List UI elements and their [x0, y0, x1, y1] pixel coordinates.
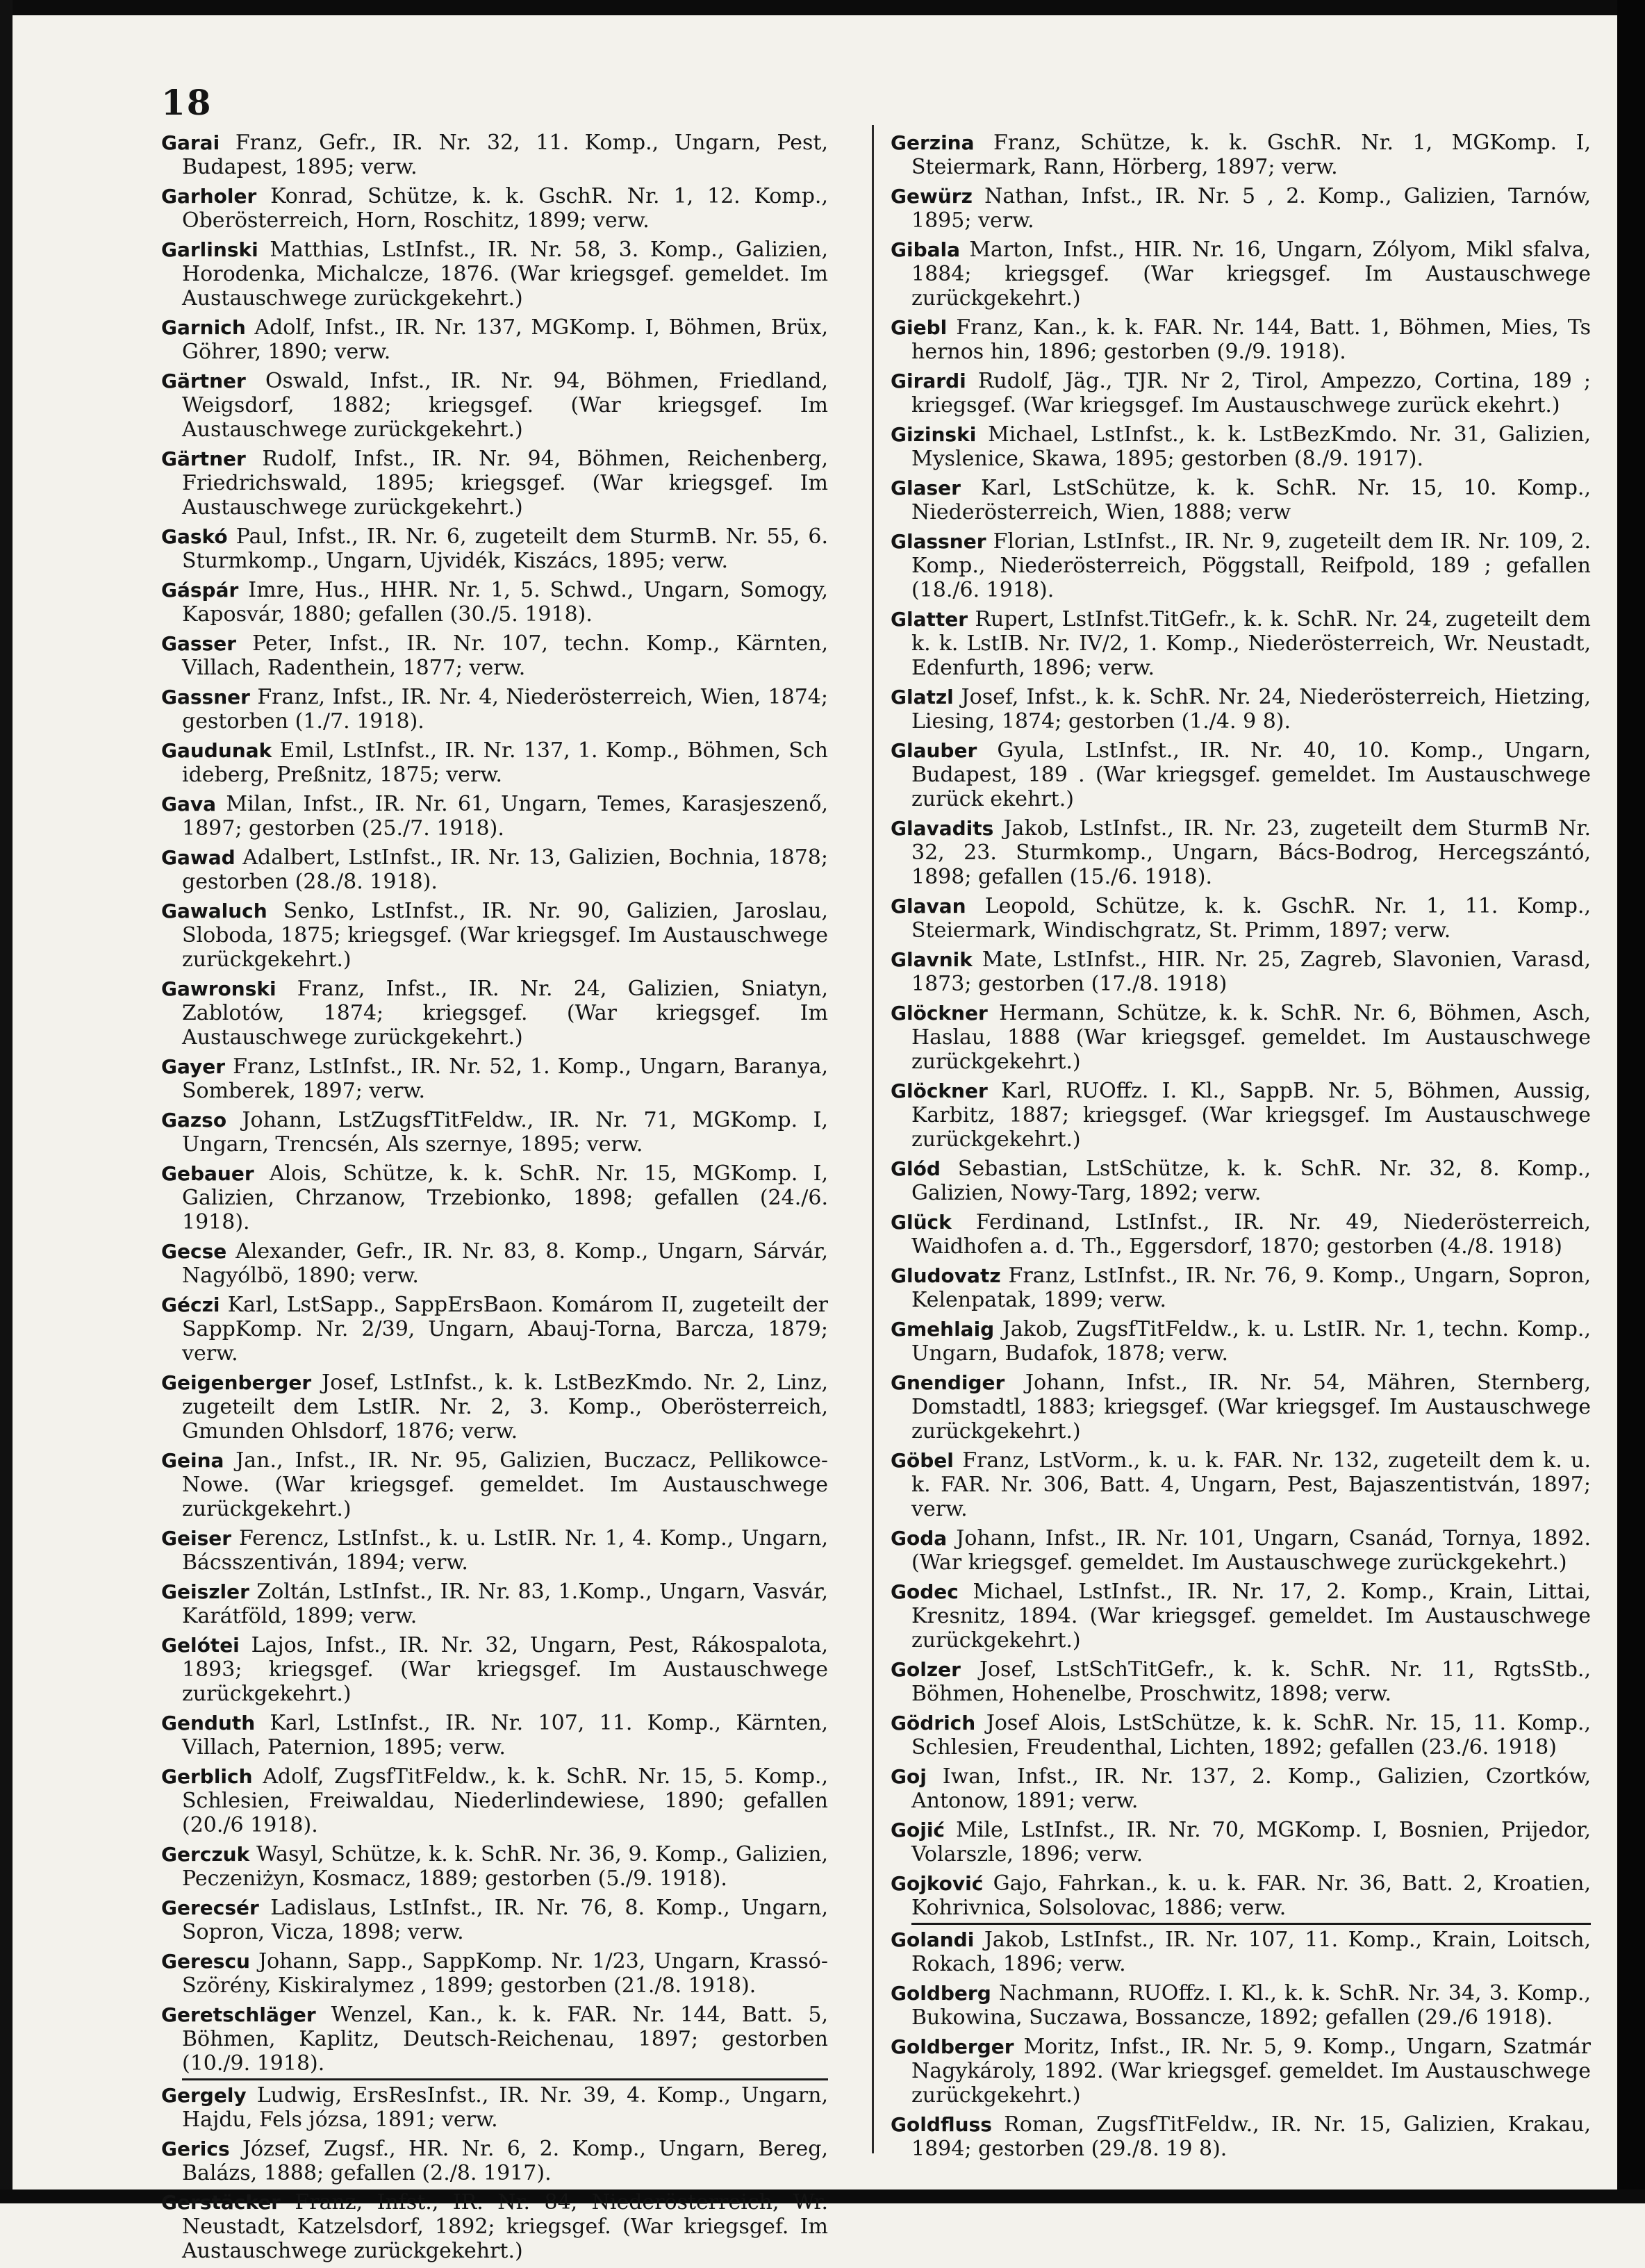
list-entry: [161, 1633, 828, 1706]
entry-surname: Genduth: [161, 1712, 256, 1735]
list-entry: [891, 1764, 1591, 1813]
entry-surname: Garai: [161, 131, 220, 154]
right-column: [891, 131, 1591, 2166]
entry-surname: Géczi: [161, 1293, 220, 1316]
entry-surname: Gerczuk: [161, 1843, 250, 1866]
entry-surname: Gelótei: [161, 1634, 240, 1657]
entry-details: Jakob, LstInfst., IR. Nr. 107, 11. Komp., Krain, Loitsch, Rokach, 1896; verw.: [911, 1928, 1591, 1976]
entry-surname: Garnich: [161, 316, 246, 339]
list-entry: [161, 1949, 828, 1998]
list-entry: [161, 238, 828, 311]
list-entry: [891, 738, 1591, 811]
entry-details: Michael, LstInfst., IR. Nr. 17, 2. Komp., Krain, Littai, Kresnitz, 1894. (War kriegsgef. gemeldet. Im Austauschwege zurückgekehrt.): [911, 1580, 1591, 1653]
entry-details: Karl, RUOffz. I. Kl., SappB. Nr. 5, Böhmen, Aussig, Karbitz, 1887; kriegsgef. (War kriegsgef. Im Austauschwege zurückgekehrt.): [911, 1079, 1591, 1152]
list-entry: [891, 1871, 1591, 1920]
list-entry: [161, 1448, 828, 1521]
list-entry: [891, 369, 1591, 417]
list-entry: [161, 1161, 828, 1234]
scan-border-left: [0, 0, 13, 2203]
list-entry: [161, 1239, 828, 1288]
left-column: [161, 131, 828, 2268]
entry-surname: Gassner: [161, 686, 250, 709]
list-entry: [891, 1157, 1591, 1205]
list-entry: [161, 2190, 828, 2263]
entry-surname: Gayer: [161, 1055, 226, 1078]
entry-details: Franz, Infst., IR. Nr. 84, Niederösterreich, Wr. Neustadt, Katzelsdorf, 1892; kriegsgef. (War kriegsgef. Im Austauschwege zurückgekehrt.): [182, 2190, 828, 2263]
entry-surname: Gludovatz: [891, 1264, 1001, 1287]
list-entry: [891, 894, 1591, 943]
entry-surname: Gawronski: [161, 977, 276, 1000]
scan-border-right: [1617, 0, 1645, 2203]
entry-surname: Goj: [891, 1765, 927, 1788]
entry-details: Milan, Infst., IR. Nr. 61, Ungarn, Temes, Karasjeszenő, 1897; gestorben (25./7. 1918).: [182, 792, 828, 841]
entry-details: Rupert, LstInfst.TitGefr., k. k. SchR. Nr. 24, zugeteilt dem k. k. LstIB. Nr. IV/2, 1. Komp., Niederösterreich, Wr. Neustadt, Edenfurth, 1896; verw.: [911, 607, 1591, 680]
entry-details: Zoltán, LstInfst., IR. Nr. 83, 1.Komp., Ungarn, Vasvár, Karátföld, 1899; verw.: [182, 1580, 828, 1628]
entry-surname: Gergely: [161, 2084, 247, 2107]
entry-details: Johann, Sapp., SappKomp. Nr. 1/23, Ungarn, Krassó-Szörény, Kiskiralymez , 1899; gestorben (21./8. 1918).: [182, 1949, 828, 1998]
entry-details: Karl, LstInfst., IR. Nr. 107, 11. Komp., Kärnten, Villach, Paternion, 1895; verw.: [182, 1711, 828, 1760]
entry-details: Josef Alois, LstSchütze, k. k. SchR. Nr. 15, 11. Komp., Schlesien, Freudenthal, Lichten, 1892; gefallen (23./6. 1918): [911, 1711, 1591, 1760]
list-entry: [161, 1371, 828, 1443]
entry-surname: Gasser: [161, 632, 237, 655]
entry-details: Ludwig, ErsResInfst., IR. Nr. 39, 4. Komp., Ungarn, Hajdu, Fels józsa, 1891; verw.: [182, 2083, 828, 2132]
entry-surname: Glavadits: [891, 817, 994, 840]
entry-details: Adalbert, LstInfst., IR. Nr. 13, Galizien, Bochnia, 1878; gestorben (28./8. 1918).: [182, 845, 828, 894]
entry-details: Johann, Infst., IR. Nr. 54, Mähren, Sternberg, Domstadtl, 1883; kriegsgef. (War kriegsgef. Im Austauschwege zurückgekehrt.): [911, 1371, 1591, 1443]
entry-surname: Glatzl: [891, 686, 954, 709]
entry-details: Lajos, Infst., IR. Nr. 32, Ungarn, Pest, Rákospalota, 1893; kriegsgef. (War kriegsgef. Im Austauschwege zurückgekehrt.): [182, 1633, 828, 1706]
list-entry: [891, 1526, 1591, 1575]
entry-details: Florian, LstInfst., IR. Nr. 9, zugeteilt dem IR. Nr. 109, 2. Komp., Niederösterreich, Pöggstall, Reifpold, 189 ; gefallen (18./6. 1918).: [911, 529, 1591, 602]
entry-surname: Geretschläger: [161, 2003, 316, 2026]
list-entry: [891, 422, 1591, 471]
entry-details: Senko, LstInfst., IR. Nr. 90, Galizien, Jaroslau, Sloboda, 1875; kriegsgef. (War kriegsgef. Im Austauschwege zurückgekehrt.): [182, 899, 828, 972]
entry-details: Peter, Infst., IR. Nr. 107, techn. Komp., Kärnten, Villach, Radenthein, 1877; verw.: [182, 631, 828, 680]
list-entry: [891, 1317, 1591, 1366]
list-entry: [891, 131, 1591, 179]
list-entry: [891, 1981, 1591, 2030]
entry-details: Gyula, LstInfst., IR. Nr. 40, 10. Komp., Ungarn, Budapest, 189 . (War kriegsgef. gemeldet. Im Austauschwege zurück ekehrt.): [911, 738, 1591, 811]
entry-details: Michael, LstInfst., k. k. LstBezKmdo. Nr. 31, Galizien, Myslenice, Skawa, 1895; gestorben (8./9. 1917).: [911, 422, 1591, 471]
entry-surname: Garlinski: [161, 238, 258, 261]
entry-surname: Goldfluss: [891, 2113, 992, 2136]
list-entry: [891, 1371, 1591, 1443]
list-entry: [891, 2035, 1591, 2108]
entry-surname: Glavan: [891, 895, 966, 918]
entry-details: Rudolf, Infst., IR. Nr. 94, Böhmen, Reichenberg, Friedrichswald, 1895; kriegsgef. (War kriegsgef. Im Austauschwege zurückgekehrt.): [182, 447, 828, 520]
entry-details: Franz, Infst., IR. Nr. 4, Niederösterreich, Wien, 1874; gestorben (1./7. 1918).: [182, 685, 828, 734]
entry-surname: Gojković: [891, 1872, 984, 1895]
list-entry: [161, 1842, 828, 1891]
entry-details: Josef, LstInfst., k. k. LstBezKmdo. Nr. 2, Linz, zugeteilt dem LstIR. Nr. 2, 3. Komp., Oberösterreich, Gmunden Ohlsdorf, 1876; verw.: [182, 1371, 828, 1443]
entry-surname: Gibala: [891, 238, 961, 261]
entry-details: Franz, Kan., k. k. FAR. Nr. 144, Batt. 1, Böhmen, Mies, Ts hernos hin, 1896; gestorben (9./9. 1918).: [911, 315, 1591, 364]
entry-surname: Gmehlaig: [891, 1318, 995, 1341]
list-entry: [161, 315, 828, 364]
entry-details: Roman, ZugsfTitFeldw., IR. Nr. 15, Galizien, Krakau, 1894; gestorben (29./8. 19 8).: [911, 2112, 1591, 2161]
list-entry: [161, 631, 828, 680]
column-divider: [872, 125, 874, 2153]
entry-surname: Glauber: [891, 739, 977, 762]
entry-surname: Gerblich: [161, 1765, 253, 1788]
entry-surname: Gerecsér: [161, 1896, 259, 1919]
entry-surname: Göbel: [891, 1449, 954, 1472]
entry-details: Franz, Schütze, k. k. GschR. Nr. 1, MGKomp. I, Steiermark, Rann, Hörberg, 1897; verw.: [911, 131, 1591, 179]
underline-rule: [182, 2078, 828, 2080]
list-entry: [891, 607, 1591, 680]
entry-surname: Glöckner: [891, 1079, 988, 1102]
entry-details: Hermann, Schütze, k. k. SchR. Nr. 6, Böhmen, Asch, Haslau, 1888 (War kriegsgef. gemeldet. Im Austauschwege zurückgekehrt.): [911, 1001, 1591, 1074]
entry-surname: Gnendiger: [891, 1371, 1005, 1394]
list-entry: [891, 315, 1591, 364]
entry-details: Iwan, Infst., IR. Nr. 137, 2. Komp., Galizien, Czortków, Antonow, 1891; verw.: [911, 1764, 1591, 1813]
entry-surname: Geigenberger: [161, 1371, 312, 1394]
entry-details: Nathan, Infst., IR. Nr. 5 , 2. Komp., Galizien, Tarnów, 1895; verw.: [911, 184, 1591, 233]
entry-details: Wenzel, Kan., k. k. FAR. Nr. 144, Batt. 5, Böhmen, Kaplitz, Deutsch-Reichenau, 1897; gestorben (10./9. 1918).: [182, 2003, 828, 2076]
entry-details: Alexander, Gefr., IR. Nr. 83, 8. Komp., Ungarn, Sárvár, Nagyólbö, 1890; verw.: [182, 1239, 828, 1288]
list-entry: [161, 2003, 828, 2076]
entry-details: Adolf, Infst., IR. Nr. 137, MGKomp. I, Böhmen, Brüx, Göhrer, 1890; verw.: [182, 315, 828, 364]
entry-details: Ferencz, LstInfst., k. u. LstIR. Nr. 1, 4. Komp., Ungarn, Bácsszentiván, 1894; verw.: [182, 1526, 828, 1575]
entry-surname: Gärtner: [161, 447, 246, 470]
entry-details: Adolf, ZugsfTitFeldw., k. k. SchR. Nr. 15, 5. Komp., Schlesien, Freiwaldau, Niederlindewiese, 1890; gefallen (20./6 1918).: [182, 1764, 828, 1837]
list-entry: [161, 184, 828, 233]
entry-details: Franz, Gefr., IR. Nr. 32, 11. Komp., Ungarn, Pest, Budapest, 1895; verw.: [182, 131, 828, 179]
list-entry: [161, 1896, 828, 1944]
list-entry: [891, 1001, 1591, 1074]
entry-surname: Glaser: [891, 477, 961, 499]
entry-details: Jakob, ZugsfTitFeldw., k. u. LstIR. Nr. 1, techn. Komp., Ungarn, Budafok, 1878; verw.: [911, 1317, 1591, 1366]
entry-surname: Golandi: [891, 1928, 975, 1951]
entry-surname: Gärtner: [161, 370, 246, 392]
list-entry: [891, 238, 1591, 311]
list-entry: [891, 2112, 1591, 2161]
entry-surname: Glöckner: [891, 1002, 988, 1025]
entry-surname: Glück: [891, 1211, 952, 1234]
list-entry: [891, 184, 1591, 233]
entry-details: Gajo, Fahrkan., k. u. k. FAR. Nr. 36, Batt. 2, Kroatien, Kohrivnica, Solsolovac, 1886; verw.: [911, 1871, 1591, 1920]
entry-surname: Geiszler: [161, 1580, 249, 1603]
entry-surname: Garholer: [161, 185, 257, 208]
entry-details: József, Zugsf., HR. Nr. 6, 2. Komp., Ungarn, Bereg, Balázs, 1888; gefallen (2./8. 1917).: [182, 2137, 828, 2185]
entry-details: Mate, LstInfst., HIR. Nr. 25, Zagreb, Slavonien, Varasd, 1873; gestorben (17./8. 1918): [911, 947, 1591, 996]
list-entry: [891, 1580, 1591, 1653]
list-entry: [161, 899, 828, 972]
entry-details: Jakob, LstInfst., IR. Nr. 23, zugeteilt dem SturmB Nr. 32, 23. Sturmkomp., Ungarn, Bács-Bodrog, Hercegszántó, 1898; gefallen (15./6. 1918).: [911, 816, 1591, 889]
list-entry: [161, 977, 828, 1050]
entry-surname: Gebauer: [161, 1162, 254, 1185]
list-entry: [161, 845, 828, 894]
entry-surname: Glavnik: [891, 948, 973, 971]
entry-details: Johann, LstZugsfTitFeldw., IR. Nr. 71, MGKomp. I, Ungarn, Trencsén, Als szernye, 1895; verw.: [182, 1108, 828, 1157]
entry-details: Matthias, LstInfst., IR. Nr. 58, 3. Komp., Galizien, Horodenka, Michalcze, 1876. (War kriegsgef. gemeldet. Im Austauschwege zurückgekehrt.): [182, 238, 828, 311]
entry-surname: Gaudunak: [161, 739, 272, 762]
entry-surname: Godec: [891, 1580, 959, 1603]
list-entry: [161, 2083, 828, 2132]
list-entry: [161, 1764, 828, 1837]
entry-surname: Gizinski: [891, 423, 977, 446]
list-entry: [161, 1580, 828, 1628]
list-entry: [891, 1657, 1591, 1706]
entry-details: Josef, LstSchTitGefr., k. k. SchR. Nr. 11, RgtsStb., Böhmen, Hohenelbe, Proschwitz, 1898; verw.: [911, 1657, 1591, 1706]
entry-surname: Gawaluch: [161, 900, 267, 922]
entry-surname: Goldberger: [891, 2035, 1014, 2058]
entry-surname: Glatter: [891, 608, 968, 631]
entry-surname: Glód: [891, 1157, 941, 1180]
entry-surname: Gerescu: [161, 1950, 250, 1973]
list-entry: [891, 476, 1591, 524]
entry-details: Ferdinand, LstInfst., IR. Nr. 49, Niederösterreich, Waidhofen a. d. Th., Eggersdorf, 1870; gestorben (4./8. 1918): [911, 1210, 1591, 1259]
entry-surname: Goda: [891, 1527, 948, 1550]
entry-details: Ladislaus, LstInfst., IR. Nr. 76, 8. Komp., Ungarn, Sopron, Vicza, 1898; verw.: [182, 1896, 828, 1944]
list-entry: [891, 1711, 1591, 1760]
scan-border-top: [0, 0, 1645, 15]
list-entry: [891, 1928, 1591, 1976]
list-entry: [161, 2137, 828, 2185]
entry-surname: Gawad: [161, 846, 235, 869]
page-number: 18: [161, 82, 213, 123]
entry-details: Franz, LstInfst., IR. Nr. 76, 9. Komp., Ungarn, Sopron, Kelenpatak, 1899; verw.: [911, 1264, 1591, 1312]
entry-surname: Giebl: [891, 316, 948, 339]
entry-details: Wasyl, Schütze, k. k. SchR. Nr. 36, 9. Komp., Galizien, Peczeniżyn, Kosmacz, 1889; gestorben (5./9. 1918).: [182, 1842, 828, 1891]
entry-details: Franz, Infst., IR. Nr. 24, Galizien, Sniatyn, Zablotów, 1874; kriegsgef. (War kriegsgef. Im Austauschwege zurückgekehrt.): [182, 977, 828, 1050]
entry-details: Alois, Schütze, k. k. SchR. Nr. 15, MGKomp. I, Galizien, Chrzanow, Trzebionko, 1898; gefallen (24./6. 1918).: [182, 1161, 828, 1234]
entry-surname: Girardi: [891, 370, 966, 392]
entry-details: Franz, LstInfst., IR. Nr. 52, 1. Komp., Ungarn, Baranya, Somberek, 1897; verw.: [182, 1054, 828, 1103]
list-entry: [161, 685, 828, 734]
entry-details: Imre, Hus., HHR. Nr. 1, 5. Schwd., Ungarn, Somogy, Kaposvár, 1880; gefallen (30./5. 1918).: [182, 578, 828, 627]
entry-surname: Gerzina: [891, 131, 975, 154]
entry-details: Oswald, Infst., IR. Nr. 94, Böhmen, Friedland, Weigsdorf, 1882; kriegsgef. (War kriegsgef. Im Austauschwege zurückgekehrt.): [182, 369, 828, 442]
entry-details: Moritz, Infst., IR. Nr. 5, 9. Komp., Ungarn, Szatmár Nagykároly, 1892. (War kriegsgef. gemeldet. Im Austauschwege zurückgekehrt.): [911, 2035, 1591, 2108]
entry-details: Josef, Infst., k. k. SchR. Nr. 24, Niederösterreich, Hietzing, Liesing, 1874; gestorben (1./4. 9 8).: [911, 685, 1591, 734]
list-entry: [891, 1210, 1591, 1259]
list-entry: [161, 369, 828, 442]
entry-surname: Glassner: [891, 530, 986, 553]
list-entry: [161, 1054, 828, 1103]
entry-details: Jan., Infst., IR. Nr. 95, Galizien, Buczacz, Pellikowce-Nowe. (War kriegsgef. gemeldet. Im Austauschwege zurückgekehrt.): [182, 1448, 828, 1521]
entry-details: Mile, LstInfst., IR. Nr. 70, MGKomp. I, Bosnien, Prijedor, Volarszle, 1896; verw.: [911, 1818, 1591, 1866]
entry-details: Emil, LstInfst., IR. Nr. 137, 1. Komp., Böhmen, Sch ideberg, Preßnitz, 1875; verw.: [182, 738, 828, 787]
list-entry: [891, 529, 1591, 602]
entry-details: Nachmann, RUOffz. I. Kl., k. k. SchR. Nr. 34, 3. Komp., Bukowina, Suczawa, Bossancze, 1892; gefallen (29./6 1918).: [911, 1981, 1591, 2030]
list-entry: [891, 1818, 1591, 1866]
list-entry: [161, 524, 828, 573]
entry-surname: Gecse: [161, 1240, 227, 1263]
list-entry: [891, 1264, 1591, 1312]
entry-details: Karl, LstSchütze, k. k. SchR. Nr. 15, 10. Komp., Niederösterreich, Wien, 1888; verw: [911, 476, 1591, 524]
entry-surname: Golzer: [891, 1658, 961, 1681]
list-entry: [161, 447, 828, 520]
list-entry: [891, 947, 1591, 996]
entry-surname: Gava: [161, 793, 217, 816]
entry-details: Franz, LstVorm., k. u. k. FAR. Nr. 132, zugeteilt dem k. u. k. FAR. Nr. 306, Batt. 4, Ungarn, Pest, Bajaszentistván, 1897; verw.: [911, 1448, 1591, 1521]
entry-surname: Gödrich: [891, 1712, 976, 1735]
entry-details: Paul, Infst., IR. Nr. 6, zugeteilt dem SturmB. Nr. 55, 6. Sturmkomp., Ungarn, Ujvidék, Kiszács, 1895; verw.: [182, 524, 828, 573]
entry-surname: Gojić: [891, 1819, 945, 1841]
list-entry: [161, 1526, 828, 1575]
entry-surname: Gerstäcker: [161, 2191, 281, 2214]
list-entry: [891, 1079, 1591, 1152]
list-entry: [161, 1108, 828, 1157]
list-entry: [891, 1448, 1591, 1521]
list-entry: [161, 131, 828, 179]
entry-details: Karl, LstSapp., SappErsBaon. Komárom II, zugeteilt der SappKomp. Nr. 2/39, Ungarn, Abauj-Torna, Barcza, 1879; verw.: [182, 1293, 828, 1366]
entry-details: Leopold, Schütze, k. k. GschR. Nr. 1, 11. Komp., Steiermark, Windischgratz, St. Primm, 1897; verw.: [911, 894, 1591, 943]
entry-details: Johann, Infst., IR. Nr. 101, Ungarn, Csanád, Tornya, 1892. (War kriegsgef. gemeldet. Im Austauschwege zurückgekehrt.): [911, 1526, 1591, 1575]
entry-surname: Gáspár: [161, 579, 239, 602]
entry-details: Rudolf, Jäg., TJR. Nr 2, Tirol, Ampezzo, Cortina, 189 ; kriegsgef. (War kriegsgef. Im Austauschwege zurück ekehrt.): [911, 369, 1591, 417]
entry-details: Sebastian, LstSchütze, k. k. SchR. Nr. 32, 8. Komp., Galizien, Nowy-Targ, 1892; verw.: [911, 1157, 1591, 1205]
entry-surname: Geiser: [161, 1527, 232, 1550]
entry-details: Konrad, Schütze, k. k. GschR. Nr. 1, 12. Komp., Oberösterreich, Horn, Roschitz, 1899; verw.: [182, 184, 828, 233]
entry-surname: Gerics: [161, 2137, 230, 2160]
entry-surname: Geina: [161, 1449, 224, 1472]
underline-rule: [911, 1923, 1591, 1925]
entry-surname: Gaskó: [161, 525, 228, 548]
list-entry: [891, 685, 1591, 734]
list-entry: [161, 578, 828, 627]
entry-surname: Gewürz: [891, 185, 973, 208]
entry-surname: Goldberg: [891, 1982, 991, 2005]
entry-surname: Gazso: [161, 1109, 227, 1132]
list-entry: [161, 1711, 828, 1760]
list-entry: [161, 1293, 828, 1366]
list-entry: [891, 816, 1591, 889]
list-entry: [161, 792, 828, 841]
list-entry: [161, 738, 828, 787]
entry-details: Marton, Infst., HIR. Nr. 16, Ungarn, Zólyom, Mikl sfalva, 1884; kriegsgef. (War kriegsgef. Im Austauschwege zurückgekehrt.): [911, 238, 1591, 311]
